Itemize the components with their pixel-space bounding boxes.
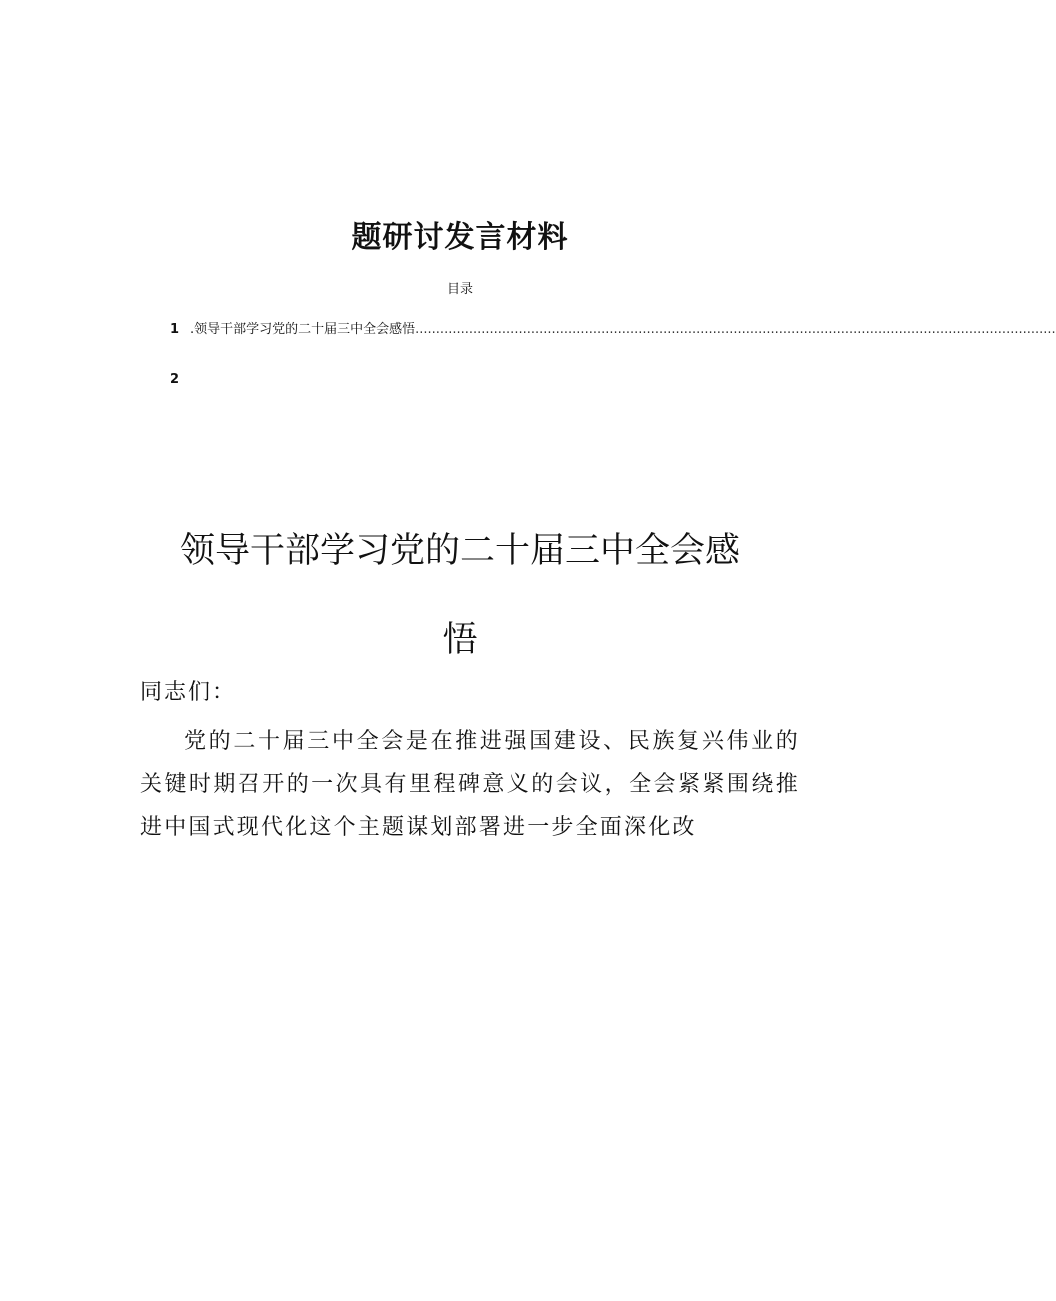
toc-item-text: .领导干部学习党的二十届三中全会感悟 <box>190 322 416 337</box>
salutation: 同志们： <box>140 680 237 705</box>
toc-item-number: 2 <box>170 372 180 387</box>
article-title-line-2: 悟 <box>442 620 478 660</box>
document-title: 题研讨发言材料 <box>351 220 569 255</box>
article-title-line-1: 领导干部学习党的二十届三中全会感 <box>179 531 740 571</box>
toc-dot-leader: ........................................................................................................................................................... <box>415 322 1056 337</box>
toc-item-number: 1 <box>170 322 180 337</box>
toc-item-1[interactable] <box>170 318 1056 337</box>
toc-item-2[interactable] <box>170 372 770 387</box>
toc-heading: 目录 <box>446 282 473 297</box>
body-paragraph: 党的二十届三中全会是在推进强国建设、民族复兴伟业的关键时期召开的一次具有里程碑意义的会议，全会紧紧围绕推进中国式现代化这个主题谋划部署进一步全面深化改 <box>140 729 800 840</box>
